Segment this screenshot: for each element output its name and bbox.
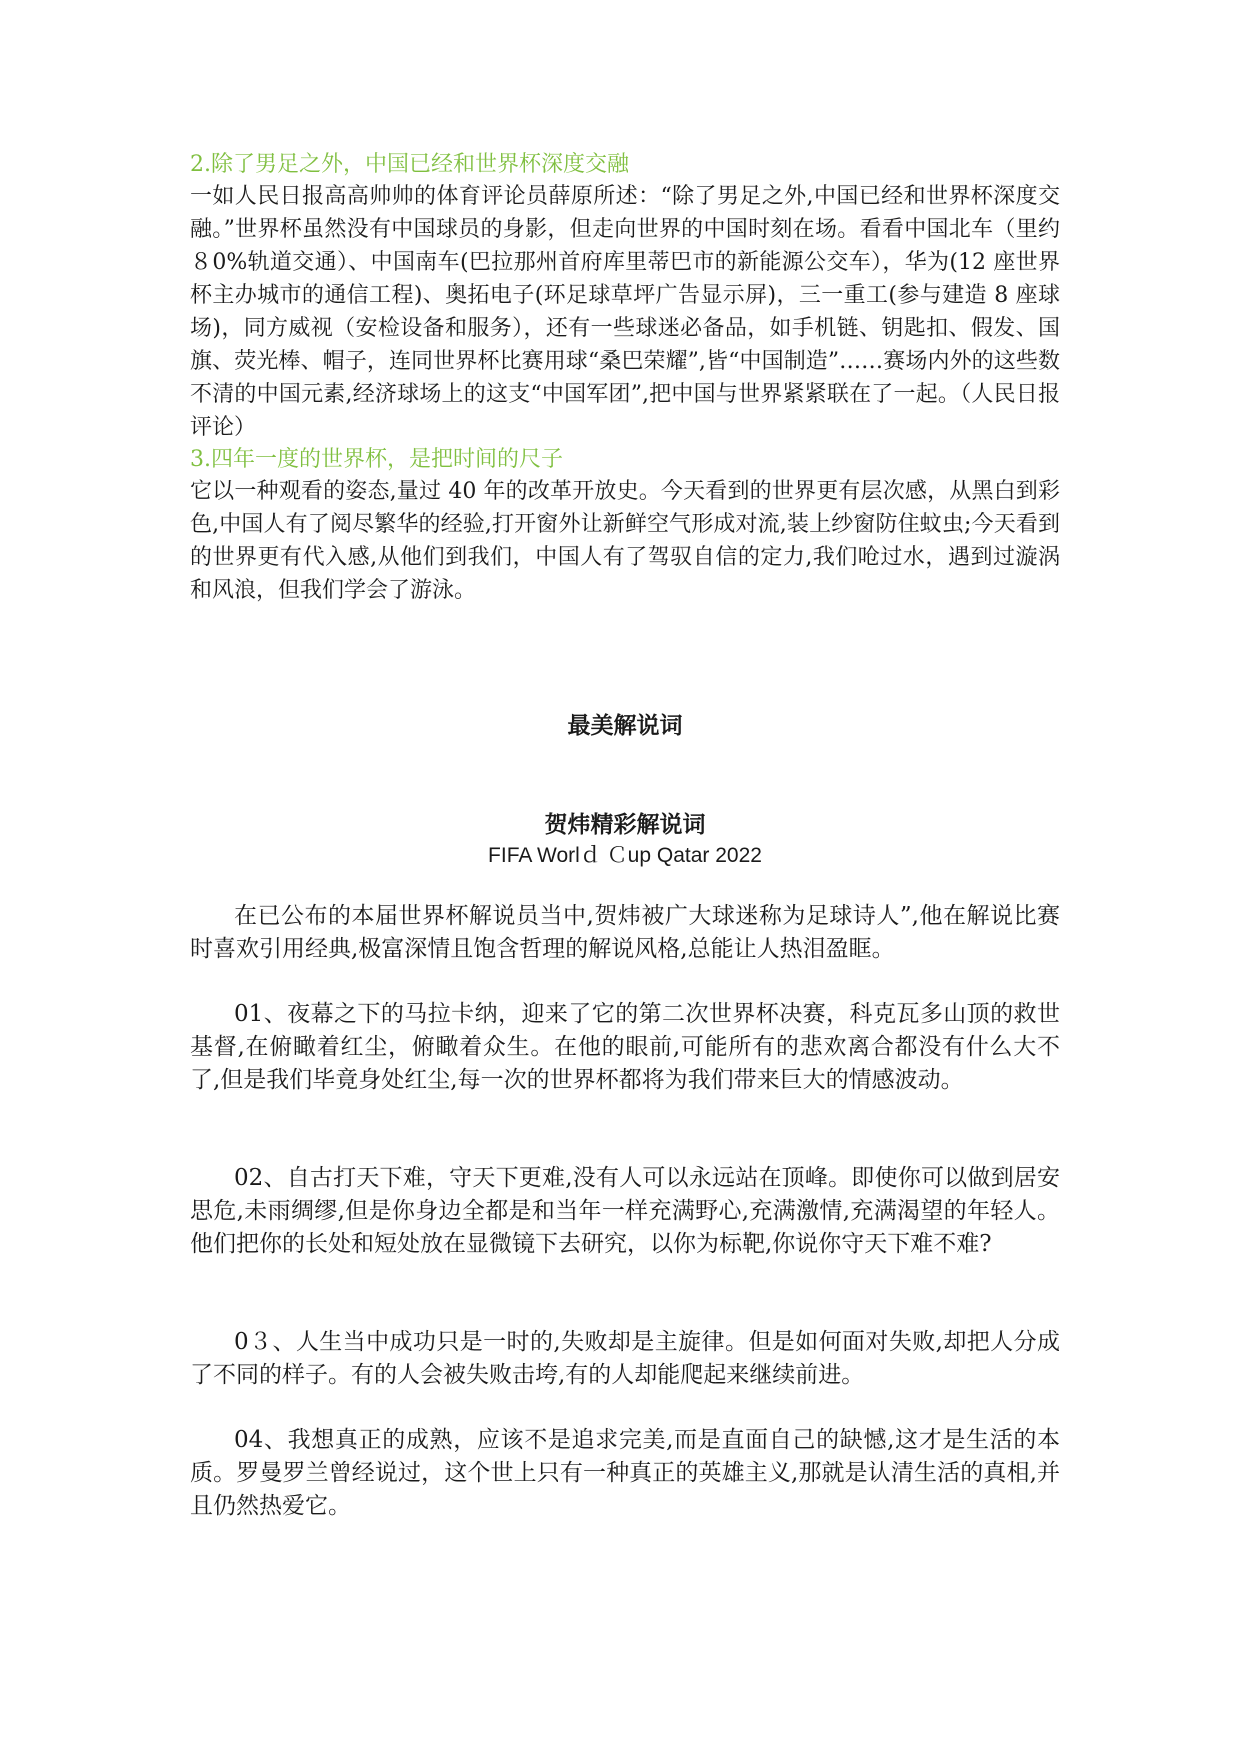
- main-title: 最美解说词: [567, 712, 683, 739]
- section-2: [190, 150, 1060, 444]
- intro-paragraph: 在已公布的本届世界杯解说员当中,贺炜被广大球迷称为足球诗人”,他在解说比赛时喜欢引用经典,极富深情且饱含哲理的解说风格,总能让人热泪盈眶。: [190, 903, 1060, 962]
- quote-paragraph-01: 01、夜幕之下的马拉卡纳，迎来了它的第二次世界杯决赛，科克瓦多山顶的救世基督,在俯瞰着红尘，俯瞰着众生。在他的眼前,可能所有的悲欢离合都没有什么大不了,但是我们毕竟身处红尘,每一次的世界杯都将为我们带来巨大的情感波动。: [190, 1001, 1060, 1093]
- sub-title: 贺炜精彩解说词: [544, 811, 706, 838]
- quote-paragraph-02: 02、自古打天下难，守天下更难,没有人可以永远站在顶峰。即使你可以做到居安思危,未雨绸缪,但是你身边全都是和当年一样充满野心,充满激情,充满渴望的年轻人。他们把你的长处和短处放在显微镜下去研究，以你为标靶,你说你守天下难不难?: [190, 1165, 1060, 1257]
- quote-paragraph-04: 04、我想真正的成熟，应该不是追求完美,而是直面自己的缺憾,这才是生活的本质。罗曼罗兰曾经说过，这个世上只有一种真正的英雄主义,那就是认清生活的真相,并且仍然热爱它。: [190, 1427, 1060, 1519]
- section-3-body: 它以一种观看的姿态,量过 40 年的改革开放史。今天看到的世界更有层次感，从黑白到彩色,中国人有了阅尽繁华的经验,打开窗外让新鲜空气形成对流,装上纱窗防住蚊虫;今天看到的世界更有代入感,从他们到我们，中国人有了驾驭自信的定力,我们呛过水，遇到过漩涡和风浪，但我们学会了游泳。: [190, 479, 1060, 603]
- section-2-body: 一如人民日报高高帅帅的体育评论员薛原所述：“除了男足之外,中国已经和世界杯深度交融。”世界杯虽然没有中国球员的身影，但走向世界的中国时刻在场。看看中国北车（里约８0%轨道交通）、中国南车(巴拉那州首府库里蒂巴市的新能源公交车），华为(12 座世界杯主办城市的通信工程)、奥拓电子(环足球草坪广告显示屏)，三一重工(参与建造 8 座球场)，同方威视（安检设备和服务），还有一些球迷必备品，如手机链、钥匙扣、假发、国旗、荧光棒、帽子，连同世界杯比赛用球“桑巴荣耀”,皆“中国制造”……赛场内外的这些数不清的中国元素,经济球场上的这支“中国军团”,把中国与世界紧紧联在了一起。（人民日报评论）: [190, 184, 1060, 440]
- quote-paragraph-03: 0３、人生当中成功只是一时的,失败却是主旋律。但是如何面对失败,却把人分成了不同的样子。有的人会被失败击垮,有的人却能爬起来继续前进。: [190, 1329, 1060, 1388]
- event-line: FIFA Worlｄ Ｃup Qatar 2022: [488, 844, 762, 867]
- section-3: [190, 445, 1060, 607]
- section-2-heading: 2.除了男足之外，中国已经和世界杯深度交融: [190, 152, 629, 177]
- section-3-heading: 3.四年一度的世界杯，是把时间的尺子: [190, 447, 563, 472]
